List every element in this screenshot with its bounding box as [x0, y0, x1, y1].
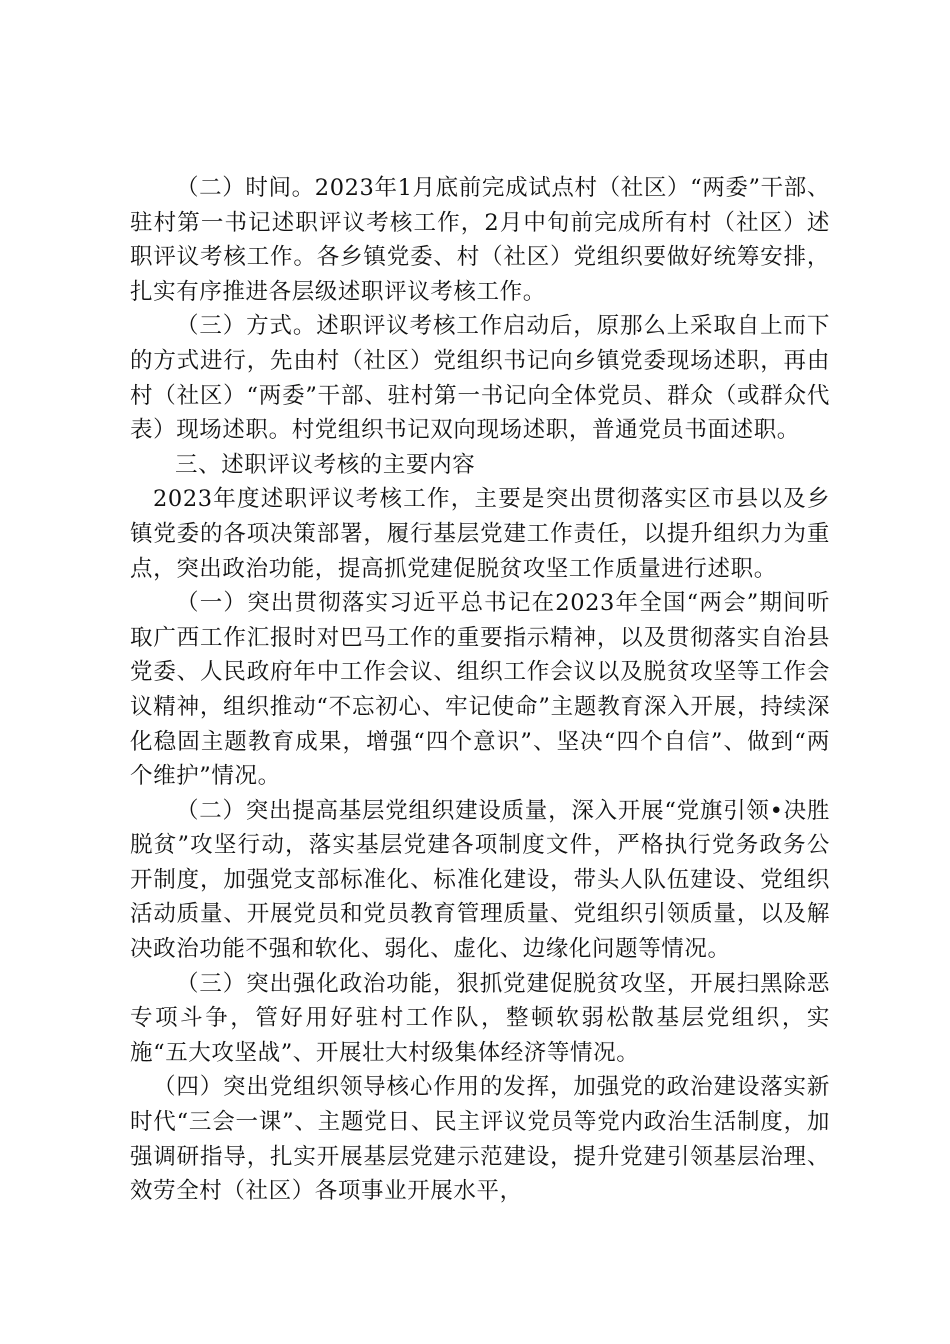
paragraph-item-three: （三）突出强化政治功能，狠抓党建促脱贫攻坚，开展扫黑除恶专项斗争，管好用好驻村工作队，整顿软弱松散基层党组织，实施“五大攻坚战”、开展壮大村级集体经济等情况。 [130, 970, 830, 1066]
paragraph-overview: 2023年度述职评议考核工作，主要是突出贯彻落实区市县以及乡镇党委的各项决策部署，履行基层党建工作责任，以提升组织力为重点，突出政治功能，提高抓党建促脱贫攻坚工作质量进行述职。 [130, 486, 830, 582]
section-heading-main-content: 三、述职评议考核的主要内容 [175, 451, 476, 478]
paragraph-item-two: （二）突出提高基层党组织建设质量，深入开展“党旗引领•决胜脱贫”攻坚行动，落实基层党建各项制度文件，严格执行党务政务公开制度，加强党支部标准化、标准化建设，带头人队伍建设、党组织活动质量、开展党员和党员教育管理质量、党组织引领质量，以及解决政治功能不强和软化、弱化、虚化、边缘化问题等情况。 [130, 797, 830, 963]
paragraph-item-four: （四）突出党组织领导核心作用的发挥，加强党的政治建设落实新时代“三会一课”、主题党日、民主评议党员等党内政治生活制度，加强调研指导，扎实开展基层党建示范建设，提升党建引领基层治理、效劳全村（社区）各项事业开展水平， [130, 1074, 830, 1205]
paragraph-method: （三）方式。述职评议考核工作启动后，原那么上采取自上而下的方式进行，先由村（社区）党组织书记向乡镇党委现场述职，再由村（社区）“两委”干部、驻村第一书记向全体党员、群众（或群众代表）现场述职。村党组织书记双向现场述职，普通党员书面述职。 [130, 313, 830, 444]
paragraph-time: （二）时间。2023年1月底前完成试点村（社区）“两委”干部、驻村第一书记述职评议考核工作，2月中旬前完成所有村（社区）述职评议考核工作。各乡镇党委、村（社区）党组织要做好统筹安排，扎实有序推进各层级述职评议考核工作。 [130, 175, 830, 305]
paragraph-item-one: （一）突出贯彻落实习近平总书记在2023年全国“两会”期间听取广西工作汇报时对巴马工作的重要指示精神，以及贯彻落实自治县党委、人民政府年中工作会议、组织工作会议以及脱贫攻坚等工作会议精神，组织推动“不忘初心、牢记使命”主题教育深入开展，持续深化稳固主题教育成果，增强“四个意识”、坚决“四个自信”、做到“两个维护”情况。 [130, 590, 830, 790]
document-body [130, 171, 830, 1209]
